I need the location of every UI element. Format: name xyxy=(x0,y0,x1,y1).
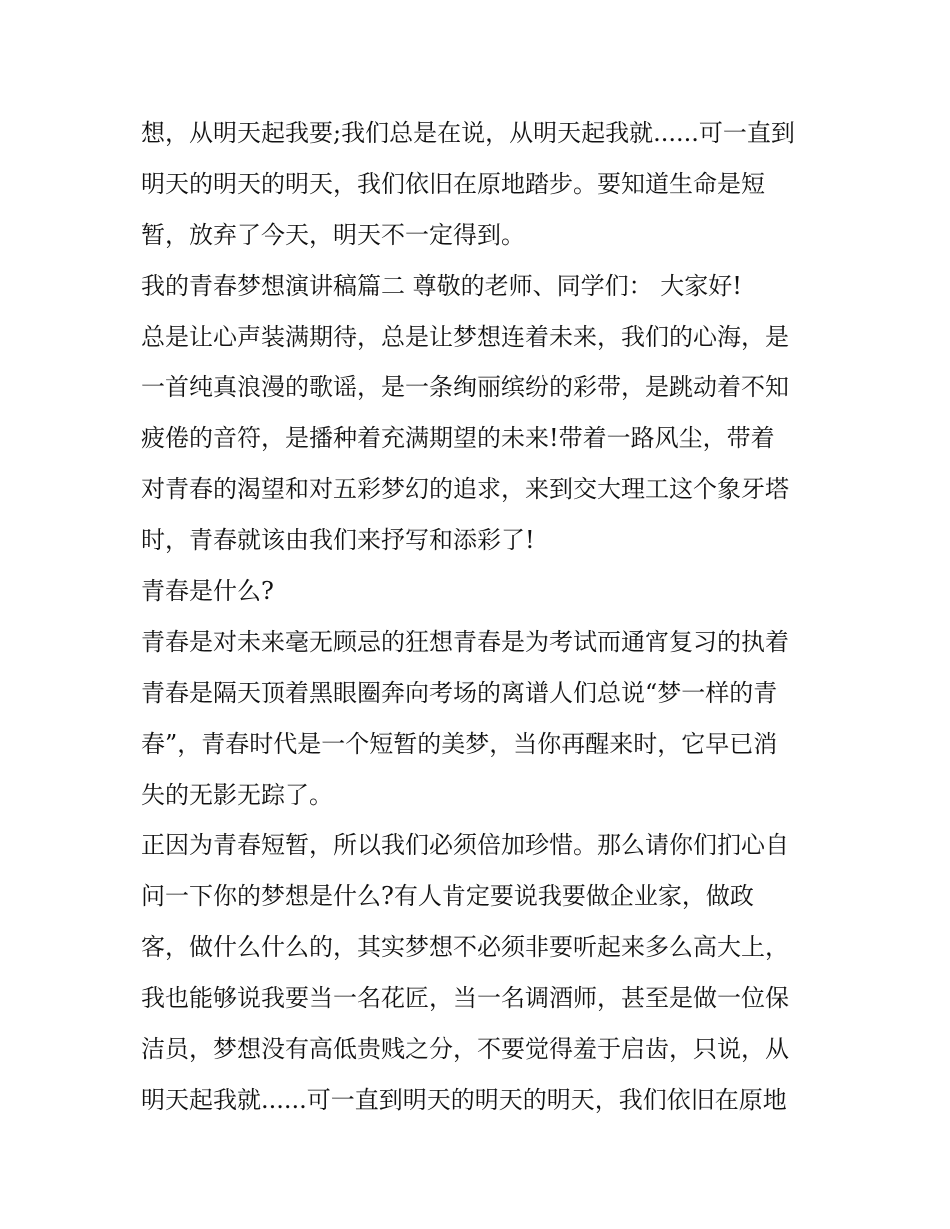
text-line: 明天的明天的明天，我们依旧在原地踏步。要知道生命是短 xyxy=(141,169,765,198)
text-line: 失的无影无踪了。 xyxy=(141,780,333,809)
text-line: 青春是隔天顶着黑眼圈奔向考场的离谱人们总说“梦一样的青 xyxy=(141,678,778,707)
text-line: 一首纯真浪漫的歌谣，是一条绚丽缤纷的彩带，是跳动着不知 xyxy=(141,373,789,402)
text-line: 客，做什么什么的，其实梦想不必须非要听起来多么高大上， xyxy=(141,933,789,962)
text-line: 问一下你的梦想是什么?有人肯定要说我要做企业家，做政 xyxy=(141,882,754,911)
text-line: 我的青春梦想演讲稿篇二 尊敬的老师、同学们： 大家好! xyxy=(141,271,742,300)
text-line: 春”，青春时代是一个短暂的美梦，当你再醒来时，它早已消 xyxy=(141,729,778,758)
text-line: 青春是什么? xyxy=(141,577,274,606)
text-line: 青春是对未来毫无顾忌的狂想青春是为考试而通宵复习的执着 xyxy=(141,627,789,656)
text-line: 洁员，梦想没有高低贵贱之分，不要觉得羞于启齿，只说，从 xyxy=(141,1035,789,1064)
text-line: 疲倦的音符，是播种着充满期望的未来!带着一路风尘，带着 xyxy=(141,424,775,453)
document-body xyxy=(141,108,821,1126)
text-line: 我也能够说我要当一名花匠，当一名调酒师，甚至是做一位保 xyxy=(141,984,789,1013)
text-line: 想，从明天起我要;我们总是在说，从明天起我就......可一直到 xyxy=(141,119,795,147)
text-line: 总是让心声装满期待，总是让梦想连着未来，我们的心海，是 xyxy=(141,322,789,351)
text-line: 对青春的渴望和对五彩梦幻的追求，来到交大理工这个象牙塔 xyxy=(141,475,789,504)
text-line: 正因为青春短暂，所以我们必须倍加珍惜。那么请你们扪心自 xyxy=(141,831,789,860)
text-line: 明天起我就......可一直到明天的明天的明天，我们依旧在原地 xyxy=(141,1085,787,1114)
text-line: 暂，放弃了今天，明天不一定得到。 xyxy=(141,220,525,249)
text-line: 时，青春就该由我们来抒写和添彩了! xyxy=(141,526,535,555)
